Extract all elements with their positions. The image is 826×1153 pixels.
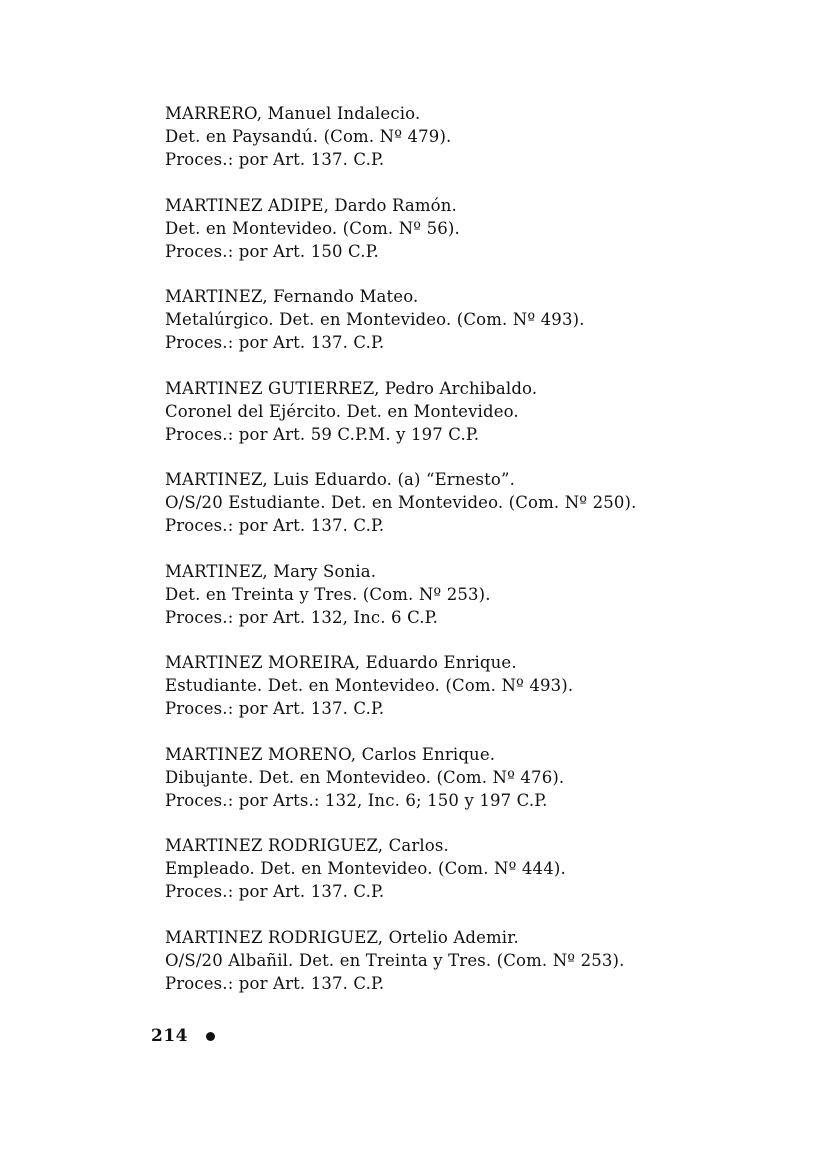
entry-name: MARTINEZ RODRIGUEZ, Carlos. — [165, 836, 449, 855]
entry-proces: Proces.: por Art. 137. C.P. — [165, 973, 385, 993]
entry-details: Det. en Treinta y Tres. (Com. Nº 253). — [165, 584, 491, 604]
entry-proces: Proces.: por Art. 137. C.P. — [165, 882, 385, 901]
page-footer — [151, 1026, 215, 1046]
entry-proces: Proces.: por Art. 137. C.P. — [165, 699, 385, 718]
entry-proces: Proces.: por Art. 59 C.P.M. y 197 C.P. — [165, 424, 480, 444]
list-item — [165, 651, 785, 720]
list-item — [165, 560, 785, 629]
bullet-icon — [206, 1032, 215, 1041]
list-item — [165, 285, 785, 354]
entry-name: MARTINEZ, Fernando Mateo. — [165, 287, 419, 306]
entry-name: MARTINEZ MOREIRA, Eduardo Enrique. — [165, 653, 517, 672]
list-item — [165, 194, 785, 263]
entry-name: MARRERO, Manuel Indalecio. — [165, 104, 421, 123]
entry-name: MARTINEZ ADIPE, Dardo Ramón. — [165, 195, 457, 215]
page-number: 214 — [151, 1026, 188, 1046]
entry-details: Det. en Paysandú. (Com. Nº 479). — [165, 127, 452, 146]
entry-details: Dibujante. Det. en Montevideo. (Com. Nº 476). — [165, 767, 565, 787]
entry-name: MARTINEZ MORENO, Carlos Enrique. — [165, 744, 496, 764]
entry-proces: Proces.: por Art. 150 C.P. — [165, 241, 379, 261]
list-item — [165, 834, 785, 903]
entry-name: MARTINEZ, Mary Sonia. — [165, 561, 377, 581]
entry-details: Estudiante. Det. en Montevideo. (Com. Nº 493). — [165, 676, 574, 695]
entry-proces: Proces.: por Art. 137. C.P. — [165, 516, 385, 535]
entry-list — [165, 102, 785, 1017]
entry-name: MARTINEZ, Luis Eduardo. (a) “Ernesto”. — [165, 470, 515, 489]
entry-details: Empleado. Det. en Montevideo. (Com. Nº 444). — [165, 859, 566, 878]
entry-details: Det. en Montevideo. (Com. Nº 56). — [165, 218, 460, 238]
entry-proces: Proces.: por Arts.: 132, Inc. 6; 150 y 197 C.P. — [165, 790, 548, 810]
list-item — [165, 377, 785, 446]
entry-details: O/S/20 Albañil. Det. en Treinta y Tres. (Com. Nº 253). — [165, 950, 625, 970]
list-item — [165, 926, 785, 995]
list-item — [165, 743, 785, 812]
entry-details: Metalúrgico. Det. en Montevideo. (Com. Nº 493). — [165, 310, 585, 329]
entry-proces: Proces.: por Art. 137. C.P. — [165, 150, 385, 169]
entry-name: MARTINEZ GUTIERREZ, Pedro Archibaldo. — [165, 378, 538, 398]
entry-proces: Proces.: por Art. 137. C.P. — [165, 333, 385, 352]
list-item — [165, 468, 785, 537]
entry-details: O/S/20 Estudiante. Det. en Montevideo. (Com. Nº 250). — [165, 493, 637, 512]
entry-proces: Proces.: por Art. 132, Inc. 6 C.P. — [165, 607, 438, 627]
list-item — [165, 102, 785, 171]
entry-details: Coronel del Ejército. Det. en Montevideo. — [165, 401, 519, 421]
entry-name: MARTINEZ RODRIGUEZ, Ortelio Ademir. — [165, 927, 519, 947]
